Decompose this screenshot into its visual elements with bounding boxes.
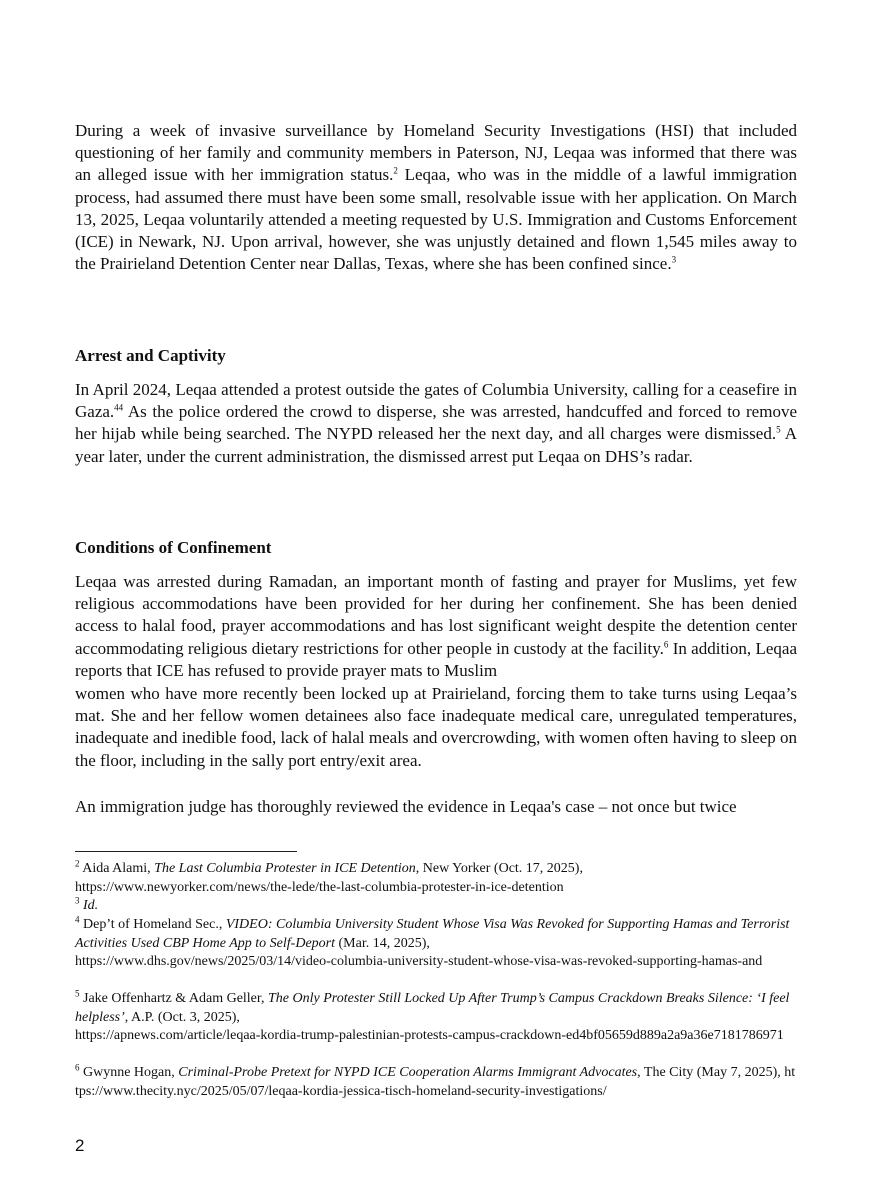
text-run: In April 2024, Leqaa attended a protest outside the gates of Columbia University, calling for a ceasefire in Gaza.: [75, 380, 797, 422]
section-heading-conditions: Conditions of Confinement: [75, 538, 272, 557]
footnote-6: [75, 1064, 797, 1101]
section-heading-arrest: Arrest and Captivity: [75, 346, 226, 365]
paragraph-prairieland: women who have more recently been locked up at Prairieland, forcing them to take turns using Leqaa’s mat. She and her fellow women detainees also face inadequate medical care, unregulated temperatures, inadequate and inedible food, lack of halal meals and overcrowding, with women often having to sleep on the floor, including in the sally port entry/exit area.: [75, 684, 797, 770]
footnote-ref[interactable]: 44: [114, 402, 124, 413]
text-run: (Mar. 14, 2025),: [335, 935, 430, 951]
text-run: , New Yorker (Oct. 17, 2025),: [415, 861, 583, 876]
footnote-ref[interactable]: 3: [671, 254, 677, 265]
footnote-number: 4: [75, 914, 80, 925]
paragraph-conditions: [75, 571, 797, 682]
source-title: Id.: [83, 898, 99, 913]
paragraph-judge: An immigration judge has thoroughly reviewed the evidence in Leqaa's case – not once but twice: [75, 797, 737, 816]
footnote-number: 5: [75, 988, 80, 999]
text-run: In addition, Leqaa reports that ICE has refused to provide prayer mats to Muslim: [75, 638, 797, 680]
text-run: Aida Alami,: [79, 861, 155, 876]
source-title: The Only Protester Still Locked Up After Trump’s Campus Crackdown Breaks Silence: ‘I feel helpless’: [75, 991, 790, 1025]
source-link[interactable]: https://www.newyorker.com/news/the-lede/the-last-columbia-protester-in-ice-detention: [75, 879, 564, 895]
footnote-separator: [75, 851, 297, 852]
footnote-4: [75, 916, 797, 972]
footnote-ref[interactable]: 5: [776, 424, 781, 435]
text-run: Dep’t of Homeland Sec.,: [79, 917, 226, 932]
text-run: Leqaa, who was in the middle of a lawful immigration process, had assumed there must have been some small, resolvable issue with her application. On March 13, 2025, Leqaa voluntarily attended a meeting requested by U.S. Immigration and Customs Enforcement (ICE) in Newark, NJ. Upon arrival, however, she was unjustly detained and flown 1,545 miles away to the Prairieland Detention Center near Dallas, Texas, where she has been confined since.: [75, 165, 797, 274]
paragraph-detention: [75, 120, 797, 275]
source-link[interactable]: https://www.thecity.nyc/2025/05/07/leqaa-kordia-jessica-tisch-homeland-security-investigations/: [75, 1065, 796, 1099]
footnote-number: 6: [75, 1062, 80, 1073]
source-title: VIDEO: Columbia University Student Whose Visa Was Revoked for Supporting Hamas and Terrorist Activities Used CBP Home App to Self-Deport: [75, 917, 790, 951]
footnote-2: [75, 860, 797, 897]
text-run: Jake Offenhartz & Adam Geller,: [79, 991, 269, 1006]
text-run: , A.P. (Oct. 3, 2025),: [124, 1009, 240, 1025]
footnote-5: [75, 990, 797, 1046]
text-run: A year later, under the current administration, the dismissed arrest put Leqaa on DHS’s radar.: [75, 424, 798, 466]
text-run: , The City (May 7, 2025),: [637, 1065, 785, 1080]
footnote-ref[interactable]: 6: [663, 638, 669, 649]
footnote-number: 2: [75, 858, 80, 869]
paragraph-arrest: [75, 379, 797, 468]
source-link[interactable]: https://apnews.com/article/leqaa-kordia-trump-palestinian-protests-campus-crackdown-ed4bf05659d889a2a9a36e7181786971: [75, 1028, 784, 1043]
text-run: Leqaa was arrested during Ramadan, an important month of fasting and prayer for Muslims, yet few religious accommodations have been provided for her during her confinement. She has been denied access to halal food, prayer accommodations and has lost significant weight despite the detention center accommodating religious dietary restrictions for other people in custody at the facility.: [75, 572, 797, 658]
source-title: Criminal-Probe Pretext for NYPD ICE Cooperation Alarms Immigrant Advocates: [178, 1065, 638, 1080]
footnote-ref[interactable]: 2: [393, 165, 398, 176]
source-link[interactable]: https://www.dhs.gov/news/2025/03/14/video-columbia-university-student-whose-visa-was-revoked-supporting-hamas-and: [75, 954, 763, 969]
page-number: 2: [75, 1136, 85, 1155]
footnote-3: [75, 897, 797, 916]
source-title: The Last Columbia Protester in ICE Detention: [154, 861, 416, 876]
text-run: As the police ordered the crowd to disperse, she was arrested, handcuffed and forced to remove her hijab while being searched. The NYPD released her the next day, and all charges were dismissed.: [75, 402, 797, 444]
text-run: During a week of invasive surveillance by Homeland Security Investigations (HSI) that included questioning of her family and community members in Paterson, NJ, Leqaa was informed that there was an alleged issue with her immigration status.: [75, 121, 797, 185]
text-run: Gwynne Hogan,: [79, 1065, 179, 1080]
footnote-number: 3: [75, 895, 80, 906]
